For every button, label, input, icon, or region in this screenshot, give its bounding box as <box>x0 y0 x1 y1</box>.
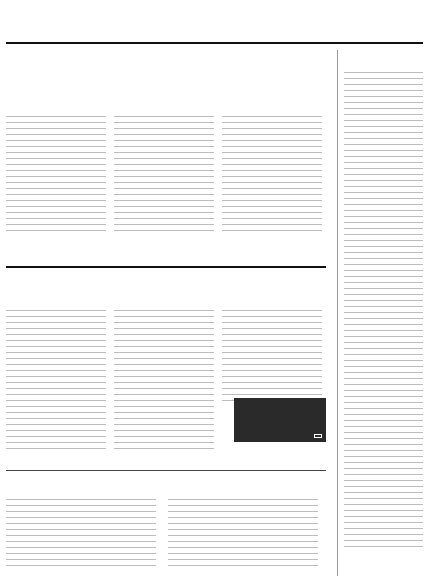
advertisement <box>234 398 326 442</box>
story-bottom-body-2 <box>168 499 318 566</box>
story-main-body-3 <box>222 116 322 231</box>
story-second-body-3 <box>222 310 322 401</box>
story-bottom-body-1 <box>6 499 156 566</box>
story-main <box>6 50 326 258</box>
story-second-column-3 <box>222 310 322 406</box>
story-second-body-2 <box>114 310 214 449</box>
story-second-body-1 <box>6 310 106 449</box>
page-header <box>6 4 423 44</box>
story-main-body-2 <box>114 116 214 231</box>
story-main-column-1 <box>6 116 106 236</box>
story-bottom-column-1 <box>6 499 156 571</box>
story-second-column-2 <box>114 310 214 454</box>
footer-logo <box>162 478 312 492</box>
story-bottom-column-2 <box>168 499 318 571</box>
story-main-body-1 <box>6 116 106 231</box>
sidebar-story <box>337 50 423 576</box>
ad-cta <box>314 434 322 438</box>
story-main-column-3 <box>222 116 322 236</box>
header-rule <box>6 42 423 44</box>
story-second-column-1 <box>6 310 106 454</box>
sidebar-body <box>344 72 423 547</box>
story-main-column-2 <box>114 116 214 236</box>
